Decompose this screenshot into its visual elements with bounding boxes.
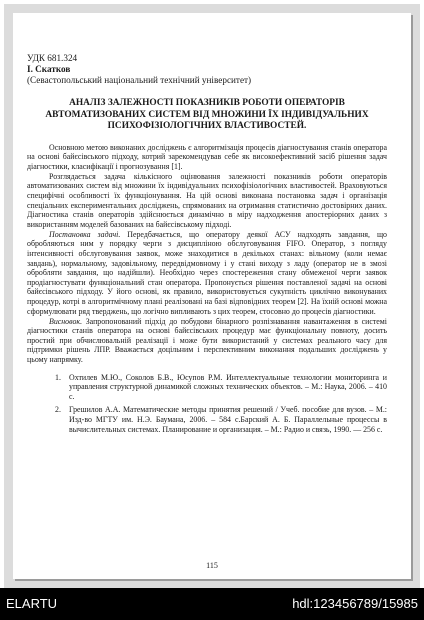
reference-number: 2. [55, 405, 61, 415]
body-paragraph [27, 172, 387, 230]
paragraph-text: Розглядається задача кількісного оцінювання залежності показників роботи операторів автоматизованих систем від множини їх індивідуальних психофізіологічних властивостей. Враховуються специфічні особливості їх функціонування. На цій основі виконана постановка задач і організація спеціальних експериментальних досліджень, спрямованих на отримання статистично достовірних даних. Діагностика станів операторів здійснюється динамічно в міру надходження апостеріорних даних з використанням моделей базованих на байєсівському підході. [27, 171, 387, 229]
reference-list [55, 373, 387, 435]
reference-item [55, 373, 387, 402]
author-affiliation: (Севастопольський національний технічний університет) [27, 75, 252, 85]
repository-label: ELARTU [6, 596, 58, 611]
paragraph-text: Основною метою виконаних досліджень є алгоритмізація процесів діагностування станів оператора на основі байєсівського підходу, котрий зарекомендував себе як високоефективний засіб рішення задач діагностики, класифікації і прогнозування [1]. [27, 142, 387, 171]
author-name: І. Скатков [27, 64, 71, 74]
reference-text: Грешилов А.А. Математические методы принятия решений / Учеб. пособие для вузов. – М.: Изд-во МГТУ им. Н.Э. Баумана, 2006. – 584 с.Барский А. Б. Параллельные процессы в вычислительных системах. Планирование и организация. – М.: Радио и связь, 1990. — 256 с. [69, 405, 387, 434]
document-page [13, 13, 411, 579]
page-number: 115 [206, 561, 218, 570]
footer-bar [0, 588, 424, 620]
udc-code: УДК 681.324 [27, 53, 78, 63]
reference-number: 1. [55, 372, 61, 382]
paragraph-text: Передбачається, що оператору деякої АСУ надходять завдання, що обробляються ним у порядку черги з дисципліною обслуговування FIFO. Оператор, з погляду інтенсивності обслуговування заявок, може знаходитися в декількох станах: вільному (коли немає завдань), нормальному, задовільному, передвідмовному і у стані виходу з ладу (оператор не в змозі обробляти завдання, що надійшли). Необхідно через спостереження стану обмеженої черги заявок продіагностувати функціональний стан оператора. Пропонується рішення поставленої задачі на основі байєсівського підходу. У його основі, як правило, використовується сукупність циклічно виконуваних процедур, котрі в алгоритмічному плані реалізовані на базі відповідних теорем [2]. На їхній основі можна сформулювати ряд тверджень, що логічно випливають з цих теорем, стосовно до процесів діагностики. [27, 229, 387, 316]
paragraph-lead: Висновок. [49, 316, 83, 326]
body-paragraph [27, 317, 387, 365]
reference-item [55, 405, 387, 434]
reference-text: Охтилев М.Ю., Соколов Б.В., Юсупов Р.М. Интеллектуальные технологии мониторинга и управления структурной динамикой сложных технических объектов. – М.: Наука, 2006. – 410 с. [69, 372, 387, 401]
page-content [27, 53, 387, 438]
paragraph-text: Запропонований підхід до побудови бінарного розпізнавання навантаження в системі діагностики станів оператора на основі байєсівських процедур має функціональну повноту, досить простий при обчислювальній реалізації і може бути використаний у системах реального часу для підтримки рішень ЛПР. Вважається доцільним і перспективним виконання подальших досліджень у цьому напрямку. [27, 316, 387, 365]
paper-title: АНАЛІЗ ЗАЛЕЖНОСТІ ПОКАЗНИКІВ РОБОТИ ОПЕРАТОРІВ АВТОМАТИЗОВАНИХ СИСТЕМ ВІД МНОЖИНИ ЇХ ІНДИВІДУАЛЬНИХ ПСИХОФІЗІОЛОГІЧНИХ ВЛАСТИВОСТЕЙ. [45, 98, 369, 131]
body-paragraph [27, 143, 387, 172]
body-paragraph [27, 230, 387, 316]
paragraph-lead: Постановка задачі. [49, 229, 121, 239]
handle-identifier: hdl:123456789/15985 [292, 596, 418, 611]
